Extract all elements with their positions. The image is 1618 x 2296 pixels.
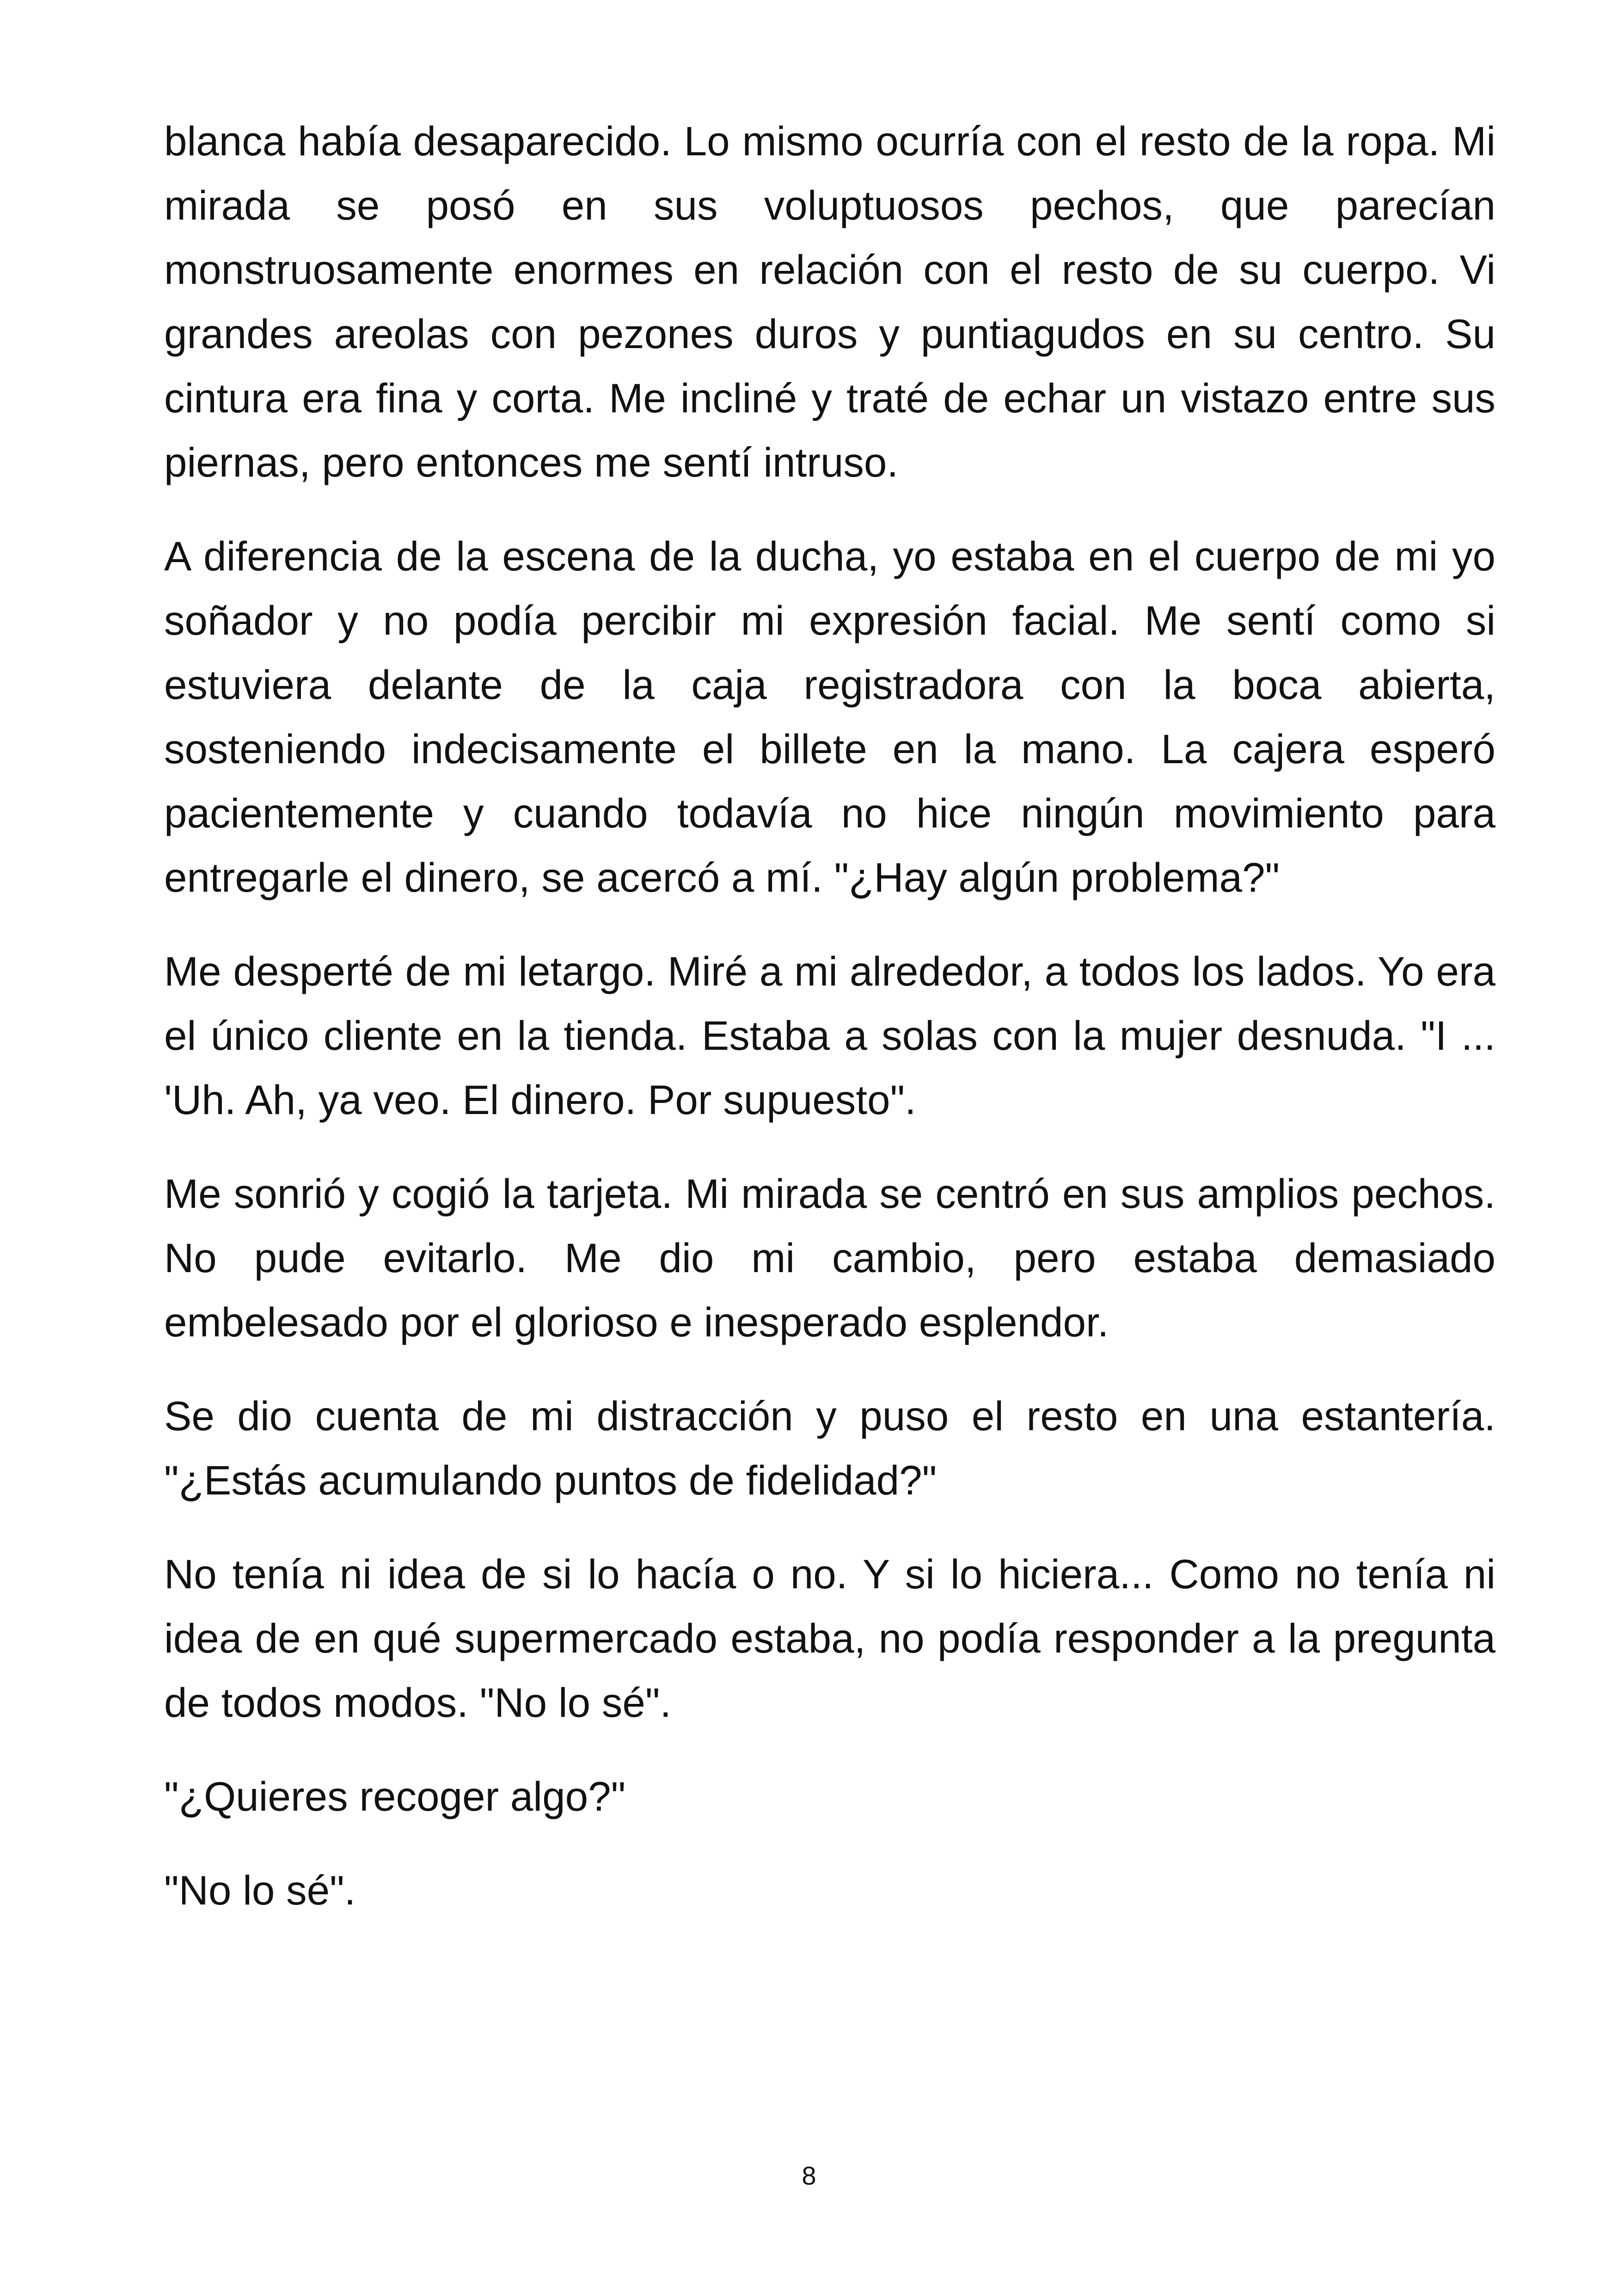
paragraph: "No lo sé". [164, 1867, 356, 1913]
paragraph: "¿Quieres recoger algo?" [164, 1773, 626, 1819]
page-number: 8 [802, 2161, 816, 2190]
paragraph: No tenía ni idea de si lo hacía o no. Y si lo hiciera... Como no tenía ni idea de en qué supermercado estaba, no podía responder a la pregunta de todos modos. "No lo sé". [164, 1551, 1495, 1726]
paragraph: Se dio cuenta de mi distracción y puso el resto en una estantería. "¿Estás acumulando puntos de fidelidad?" [164, 1393, 1495, 1503]
paragraph: Me desperté de mi letargo. Miré a mi alrededor, a todos los lados. Yo era el único cliente en la tienda. Estaba a solas con la mujer desnuda. "I ... 'Uh. Ah, ya veo. El dinero. Por supuesto". [164, 948, 1495, 1123]
paragraph: blanca había desaparecido. Lo mismo ocurría con el resto de la ropa. Mi mirada se posó en sus voluptuosos pechos, que parecían monstruosamente enormes en relación con el resto de su cuerpo. Vi grandes areolas con pezones duros y puntiagudos en su centro. Su cintura era fina y corta. Me incliné y traté de echar un vistazo entre sus piernas, pero entonces me sentí intruso. [164, 118, 1495, 485]
paragraph: Me sonrió y cogió la tarjeta. Mi mirada se centró en sus amplios pechos. No pude evitarlo. Me dio mi cambio, pero estaba demasiado embelesado por el glorioso e inesperado esplendor. [164, 1170, 1495, 1345]
page-body [164, 109, 1495, 1952]
paragraph: A diferencia de la escena de la ducha, yo estaba en el cuerpo de mi yo soñador y no podía percibir mi expresión facial. Me sentí como si estuviera delante de la caja registradora con la boca abierta, sosteniendo indecisamente el billete en la mano. La cajera esperó pacientemente y cuando todavía no hice ningún movimiento para entregarle el dinero, se acercó a mí. "¿Hay algún problema?" [164, 533, 1495, 900]
